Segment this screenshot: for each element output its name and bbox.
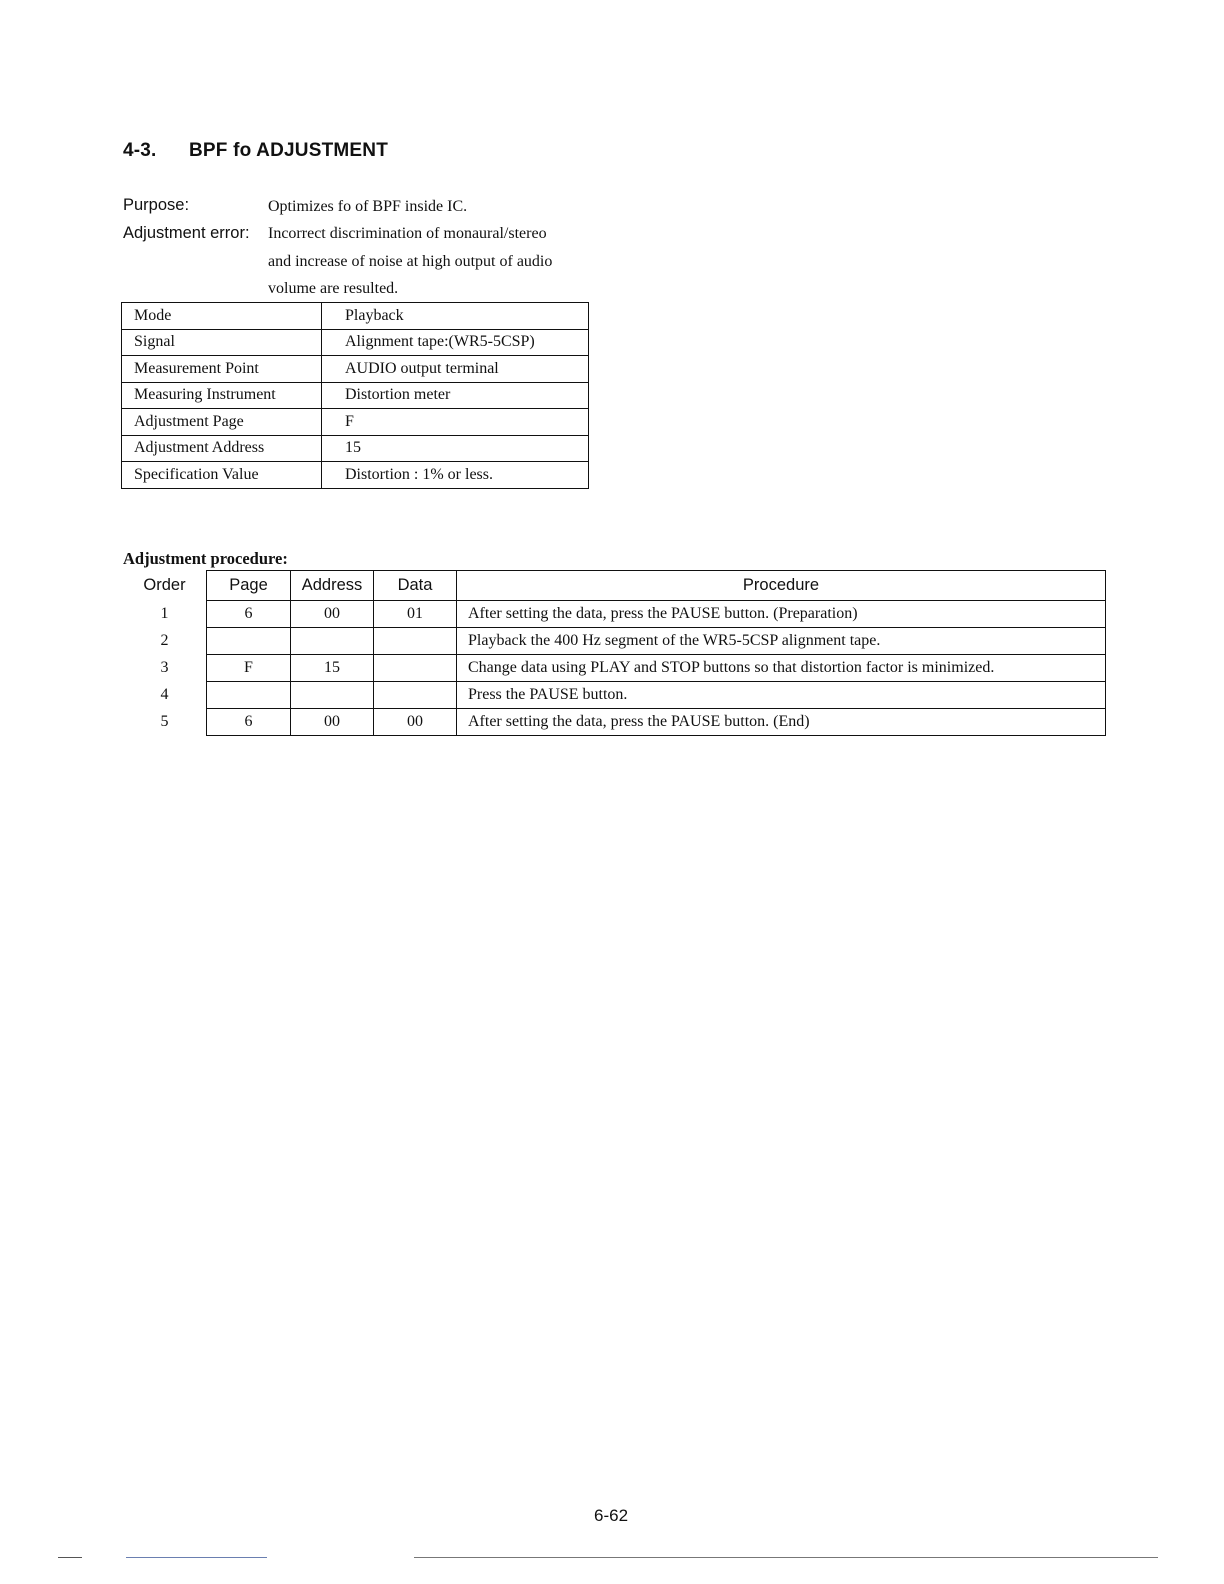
row-data: 00 bbox=[374, 709, 457, 736]
adjustment-error-line: and increase of noise at high output of audio bbox=[268, 252, 553, 270]
row-procedure: After setting the data, press the PAUSE button. (End) bbox=[457, 709, 1106, 736]
row-data bbox=[374, 655, 457, 682]
adjustment-error-text bbox=[268, 220, 552, 303]
adjustment-error-line: volume are resulted. bbox=[268, 280, 399, 297]
section-number: 4-3. bbox=[123, 140, 157, 161]
row-procedure: Playback the 400 Hz segment of the WR5-5CSP alignment tape. bbox=[457, 628, 1106, 655]
spec-value: 15 bbox=[322, 435, 589, 462]
row-data: 01 bbox=[374, 601, 457, 628]
footer-rule bbox=[126, 1557, 267, 1558]
spec-row-signal bbox=[122, 329, 589, 356]
purpose-label: Purpose: bbox=[123, 196, 190, 214]
spec-row-adjustment-address bbox=[122, 435, 589, 462]
procedure-header-row bbox=[123, 571, 1106, 601]
adjustment-error-line: Incorrect discrimination of monaural/stereo bbox=[268, 225, 547, 242]
spec-key: Adjustment Address bbox=[122, 435, 322, 462]
row-page: 6 bbox=[207, 709, 291, 736]
procedure-row bbox=[123, 628, 1106, 655]
spec-key: Adjustment Page bbox=[122, 409, 322, 436]
spec-value: F bbox=[322, 409, 589, 436]
procedure-table bbox=[123, 570, 1106, 736]
row-order: 4 bbox=[123, 682, 207, 709]
spec-value: AUDIO output terminal bbox=[322, 356, 589, 383]
row-order: 5 bbox=[123, 709, 207, 736]
page-number: 6-62 bbox=[594, 1506, 629, 1525]
procedure-row bbox=[123, 601, 1106, 628]
adjustment-error-label: Adjustment error: bbox=[123, 224, 250, 242]
procedure-row bbox=[123, 682, 1106, 709]
procedure-row bbox=[123, 709, 1106, 736]
row-order: 3 bbox=[123, 655, 207, 682]
section-heading bbox=[123, 140, 388, 162]
header-procedure: Procedure bbox=[457, 571, 1106, 601]
row-procedure: Press the PAUSE button. bbox=[457, 682, 1106, 709]
spec-row-adjustment-page bbox=[122, 409, 589, 436]
spec-row-measuring-instrument bbox=[122, 382, 589, 409]
header-page: Page bbox=[207, 571, 291, 601]
row-procedure: After setting the data, press the PAUSE button. (Preparation) bbox=[457, 601, 1106, 628]
purpose-text: Optimizes fo of BPF inside IC. bbox=[268, 198, 468, 215]
row-address bbox=[291, 628, 374, 655]
row-address bbox=[291, 682, 374, 709]
header-data: Data bbox=[374, 571, 457, 601]
specification-table bbox=[121, 302, 589, 489]
row-data bbox=[374, 682, 457, 709]
spec-row-mode bbox=[122, 303, 589, 330]
header-order: Order bbox=[123, 571, 207, 601]
spec-value: Playback bbox=[322, 303, 589, 330]
spec-value: Distortion meter bbox=[322, 382, 589, 409]
row-order: 1 bbox=[123, 601, 207, 628]
row-address: 00 bbox=[291, 601, 374, 628]
section-title: BPF fo ADJUSTMENT bbox=[189, 140, 389, 161]
spec-key: Measurement Point bbox=[122, 356, 322, 383]
procedure-title: Adjustment procedure: bbox=[123, 549, 288, 568]
row-data bbox=[374, 628, 457, 655]
spec-key: Signal bbox=[122, 329, 322, 356]
row-page: 6 bbox=[207, 601, 291, 628]
row-address: 00 bbox=[291, 709, 374, 736]
footer-rule bbox=[414, 1557, 1158, 1558]
row-page bbox=[207, 628, 291, 655]
spec-key: Mode bbox=[122, 303, 322, 330]
footer-rule bbox=[58, 1557, 82, 1558]
spec-value: Distortion : 1% or less. bbox=[322, 462, 589, 489]
header-address: Address bbox=[291, 571, 374, 601]
spec-key: Measuring Instrument bbox=[122, 382, 322, 409]
spec-row-measurement-point bbox=[122, 356, 589, 383]
row-address: 15 bbox=[291, 655, 374, 682]
spec-row-specification-value bbox=[122, 462, 589, 489]
procedure-row bbox=[123, 655, 1106, 682]
row-order: 2 bbox=[123, 628, 207, 655]
spec-value: Alignment tape:(WR5-5CSP) bbox=[322, 329, 589, 356]
row-procedure: Change data using PLAY and STOP buttons so that distortion factor is minimized. bbox=[457, 655, 1106, 682]
spec-key: Specification Value bbox=[122, 462, 322, 489]
row-page: F bbox=[207, 655, 291, 682]
row-page bbox=[207, 682, 291, 709]
